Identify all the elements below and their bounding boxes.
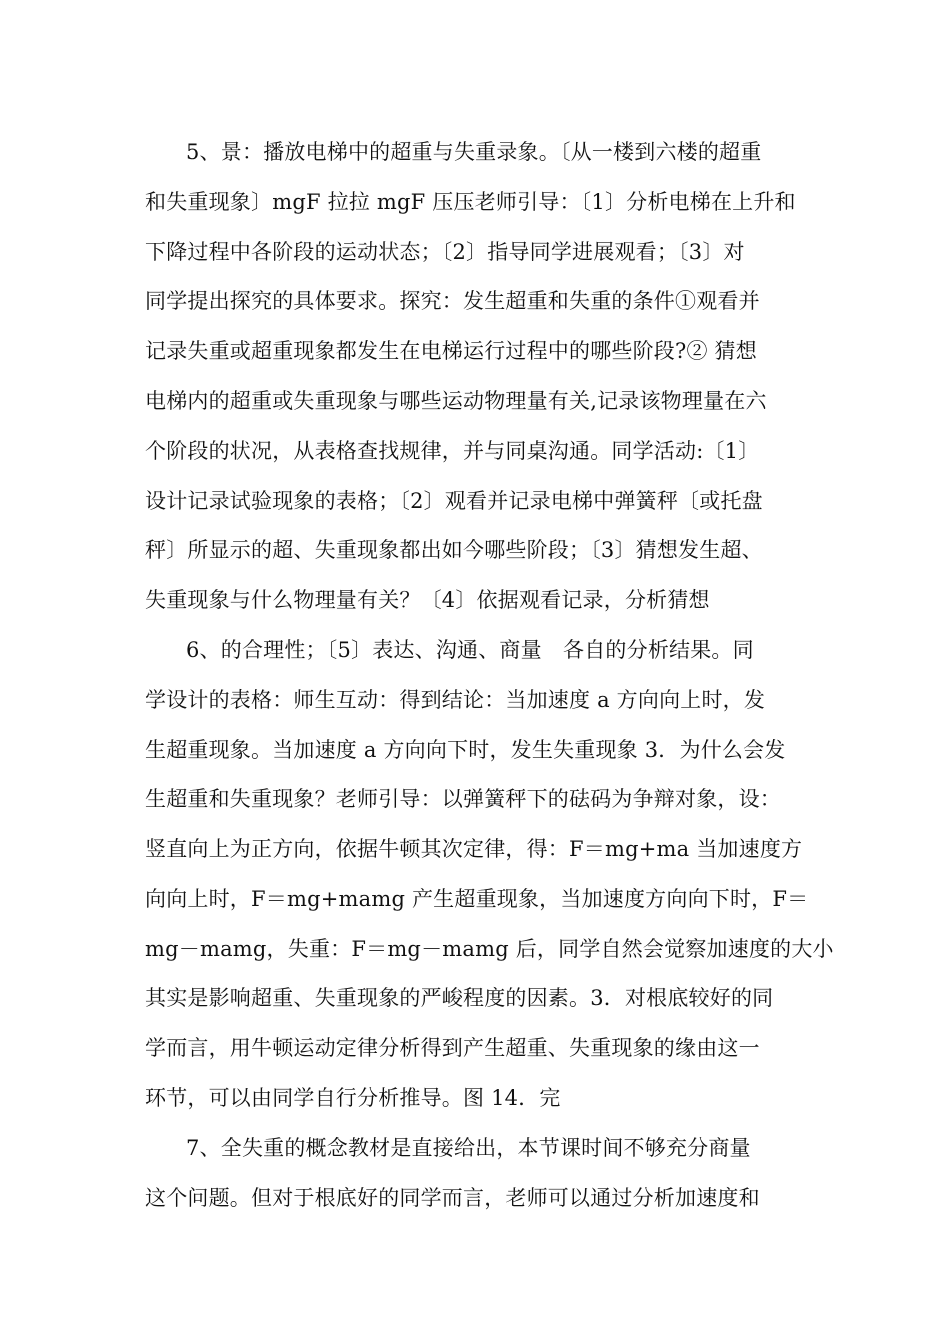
paragraph-5-line-10: 失重现象与什么物理量有关？〔4〕依据观看记录，分析猜想: [145, 588, 710, 612]
paragraph-6-line-3: 生超重现象。当加速度 a 方向向下时，发生失重现象 3．为什么会发: [145, 738, 786, 762]
paragraph-5-line-5: 记录失重或超重现象都发生在电梯运行过程中的哪些阶段?② 猜想: [145, 339, 757, 363]
paragraph-5-line-4: 同学提出探究的具体要求。探究：发生超重和失重的条件①观看并: [145, 289, 760, 313]
paragraph-6-line-5: 竖直向上为正方向，依据牛顿其次定律，得：F＝mg+ma 当加速度方: [145, 837, 803, 861]
paragraph-5-line-9: 秤〕所显示的超、失重现象都出如今哪些阶段；〔3〕猜想发生超、: [145, 538, 763, 562]
paragraph-6-line-8: 其实是影响超重、失重现象的严峻程度的因素。3．对根底较好的同: [145, 986, 774, 1010]
paragraph-6-line-1: 6、的合理性；〔5〕表达、沟通、商量 各自的分析结果。同: [186, 638, 754, 662]
paragraph-6-line-7: mg－mamg，失重：F＝mg－mamg 后，同学自然会觉察加速度的大小: [145, 937, 834, 961]
paragraph-5-line-3: 下降过程中各阶段的运动状态；〔2〕指导同学进展观看；〔3〕对: [145, 240, 745, 264]
paragraph-5-line-6: 电梯内的超重或失重现象与哪些运动物理量有关,记录该物理量在六: [145, 389, 767, 413]
paragraph-5-line-8: 设计记录试验现象的表格；〔2〕观看并记录电梯中弹簧秤〔或托盘: [145, 489, 763, 513]
paragraph-6-line-9: 学而言，用牛顿运动定律分析得到产生超重、失重现象的缘由这一: [145, 1036, 760, 1060]
paragraph-6-line-6: 向向上时，F＝mg+mamg 产生超重现象，当加速度方向向下时，F＝: [145, 887, 809, 911]
paragraph-5-line-7: 个阶段的状况，从表格查找规律，并与同桌沟通。同学活动:〔1〕: [145, 439, 760, 463]
paragraph-5-line-2: 和失重现象〕mgF 拉拉 mgF 压压老师引导：〔1〕分析电梯在上升和: [145, 190, 796, 214]
paragraph-5-line-1: 5、景：播放电梯中的超重与失重录象。〔从一楼到六楼的超重: [186, 140, 762, 164]
paragraph-6-line-4: 生超重和失重现象？老师引导：以弹簧秤下的砝码为争辩对象，设：: [145, 787, 781, 811]
paragraph-7-line-2: 这个问题。但对于根底好的同学而言，老师可以通过分析加速度和: [145, 1186, 760, 1210]
paragraph-6-line-2: 学设计的表格：师生互动：得到结论：当加速度 a 方向向上时，发: [145, 688, 766, 712]
paragraph-6-line-10: 环节，可以由同学自行分析推导。图 14．完: [145, 1086, 561, 1110]
paragraph-7-line-1: 7、全失重的概念教材是直接给出，本节课时间不够充分商量: [186, 1136, 751, 1160]
